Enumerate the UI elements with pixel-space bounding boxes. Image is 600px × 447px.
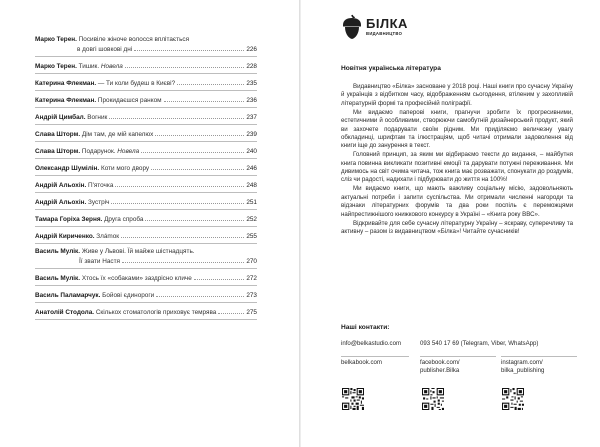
toc-title: Коти мого двору: [100, 165, 150, 172]
toc-leader-dots: [218, 307, 244, 314]
publisher-logo: [341, 14, 408, 50]
toc-title: — Ти коли будеш в Києві?: [97, 80, 176, 87]
toc-author: Катерина Флекман.: [35, 80, 97, 87]
toc-genre: Новела: [117, 148, 140, 155]
toc-title: П'яточка: [88, 182, 114, 189]
toc-title: Скількох стоматологів приховує темрява: [95, 309, 217, 316]
toc-entry: [35, 307, 257, 320]
toc-page-number: 239: [246, 131, 257, 138]
toc-page-number: 240: [246, 148, 257, 155]
toc-author: Василь Паламарчук.: [35, 292, 101, 299]
paragraph: Ми видаємо паперові книги, прагнучи зробити їх прогресивними, естетичними й особливими, створюючи самобутній дизайнерський продукт, який ви захочете подарувати своїм рідним. Ми приділяємо величезну увагу обкладинці, шрифтам та ілюстраціям, щоб читачі отримали задоволення від книги іще до занурення в текст.: [341, 108, 573, 150]
toc-page-number: 248: [246, 182, 257, 189]
paragraph: Ми видаємо книги, що мають важливу соціальну місію, задовольняють актуальні потреби і запити суспільства. Ми отримали численні нагороди та відзнаки літературних форумів та два роки поспіль є переможцями найпрестижнішого книжкового конкурсу в Україні – «Книга року ВВС».: [341, 185, 573, 218]
toc-page-number: 275: [246, 309, 257, 316]
toc-leader-dots: [194, 273, 245, 280]
toc-entry: [35, 248, 257, 269]
toc-title: Тишик.: [78, 63, 100, 70]
toc-page-number: 270: [246, 258, 257, 265]
toc-title-continued: в довгі шовкові дні: [77, 46, 133, 53]
toc-page-number: 226: [246, 46, 257, 53]
qr-code-icon: [502, 388, 524, 410]
qr-code-website[interactable]: [342, 388, 364, 410]
toc-author: Тамара Горіха Зерня.: [35, 216, 103, 223]
publisher-description: [341, 83, 573, 237]
toc-author: Катерина Флекман.: [35, 97, 97, 104]
toc-author: Василь Мулік.: [35, 248, 81, 255]
toc-page-number: 252: [246, 216, 257, 223]
toc-entry: [35, 180, 257, 193]
toc-page-number: 236: [246, 97, 257, 104]
toc-entry: [35, 197, 257, 210]
toc-leader-dots: [164, 95, 245, 102]
toc-title-continued: Її звати Настя: [79, 258, 121, 265]
toc-page-number: 235: [246, 80, 257, 87]
toc-leader-dots: [134, 44, 244, 51]
toc-leader-dots: [122, 256, 244, 263]
toc-author: Василь Мулік.: [35, 275, 81, 282]
toc-author: Андрій Цимбал.: [35, 114, 86, 121]
toc-entry: [35, 36, 257, 57]
toc-author: Андрій Альохін.: [35, 199, 87, 206]
paragraph: Відкривайте для себе сучасну літературну Україну – яскраву, суперечливу та активну – разом із видавництвом «Білка»! Читайте сучасників!: [341, 219, 573, 235]
toc-author: Анатолій Стодола.: [35, 309, 95, 316]
toc-author: Андрій Альохін.: [35, 182, 87, 189]
toc-title: Посивіле жіноче волосся вплітається: [78, 36, 190, 43]
toc-entry: [35, 273, 257, 286]
qr-code-instagram[interactable]: [502, 388, 524, 410]
toc-author: Олександр Шумілін.: [35, 165, 100, 172]
toc-title: Живе у Львові. Їй майже шістнадцять.: [81, 248, 195, 255]
paragraph: Видавництво «Білка» засноване у 2018 році. Наші книги про сучасну Україну й українців з відбитком часу, відображенням сьогодення, втіленим у захопливій літературній формі та професійній поліграфії.: [341, 83, 573, 107]
toc-page-number: 228: [246, 63, 257, 70]
toc-entry: [35, 146, 257, 159]
toc-leader-dots: [177, 78, 244, 85]
toc-author: Марко Терен.: [35, 63, 77, 70]
toc-leader-dots: [125, 61, 245, 68]
toc-entry: [35, 290, 257, 303]
qr-code-facebook[interactable]: [422, 388, 444, 410]
instagram-link[interactable]: instagram.com/ bilka_publishing: [501, 356, 577, 374]
toc-entry: [35, 78, 257, 91]
toc-entry: [35, 61, 257, 74]
toc-page-number: 251: [246, 199, 257, 206]
toc-title: Хтось їх «собаками» заздрісно кличе: [81, 275, 192, 282]
toc-title: Дім там, де мій капелюх: [81, 131, 154, 138]
toc-leader-dots: [111, 197, 244, 204]
toc-title: Зустріч: [88, 199, 110, 206]
toc-author: Слава Шторм.: [35, 131, 81, 138]
toc-author: Марко Терен.: [35, 36, 77, 43]
toc-page-number: 273: [246, 292, 257, 299]
toc-leader-dots: [151, 163, 244, 170]
website-link[interactable]: belkabook.com: [341, 356, 409, 367]
toc-entry: [35, 129, 257, 142]
logo-wordmark: БІЛКА: [366, 16, 408, 31]
toc-leader-dots: [156, 290, 244, 297]
toc-author: Андрій Кириченко.: [35, 233, 95, 240]
toc-entry: [35, 231, 257, 244]
toc-leader-dots: [121, 231, 244, 238]
toc-leader-dots: [155, 129, 244, 136]
section-title: Новітня українська література: [341, 65, 441, 72]
publisher-page: [301, 0, 600, 447]
qr-code-icon: [342, 388, 364, 410]
toc-title: Подарунок.: [81, 148, 116, 155]
toc-entry: [35, 214, 257, 227]
email-link[interactable]: info@belkastudio.com: [341, 340, 402, 347]
logo-subtitle: ВИДАВНИЦТВО: [366, 31, 403, 36]
qr-code-icon: [422, 388, 444, 410]
paragraph: Головний принцип, за яким ми відбираємо тексти до видання, – майбутня книга повинна викликати позитивні емоції та дарувати потужні переживання. Ми дивимось на світ очима читача, тож книга має розважати, спонукати до роздумів, сліз чи радості, надихати і підбурювати до життя на 100%!: [341, 151, 573, 184]
toc-author: Слава Шторм.: [35, 148, 81, 155]
contacts-title: Наші контакти:: [341, 324, 390, 331]
toc-entry: [35, 163, 257, 176]
toc-genre: Новела: [100, 63, 123, 70]
toc-title: Злámок: [96, 233, 120, 240]
toc-leader-dots: [145, 214, 244, 221]
toc-title: Вогник: [87, 114, 108, 121]
toc-leader-dots: [141, 146, 244, 153]
toc-page-number: 246: [246, 165, 257, 172]
toc-page-number: 255: [246, 233, 257, 240]
toc-page-number: 272: [246, 275, 257, 282]
toc-list: [35, 36, 257, 324]
toc-page-number: 237: [246, 114, 257, 121]
toc-entry: [35, 112, 257, 125]
toc-title: Друга спроба: [104, 216, 144, 223]
toc-title: Бойові єдинороги: [102, 292, 155, 299]
phone-number[interactable]: 093 540 17 69 (Telegram, Viber, WhatsApp): [420, 340, 539, 347]
toc-entry: [35, 95, 257, 108]
facebook-link[interactable]: facebook.com/ publisher.Bilka: [420, 356, 496, 374]
toc-title: Прокидаєшся ранком: [97, 97, 162, 104]
toc-leader-dots: [115, 180, 244, 187]
toc-page: [0, 0, 299, 447]
acorn-icon: [341, 14, 363, 40]
toc-leader-dots: [109, 112, 244, 119]
